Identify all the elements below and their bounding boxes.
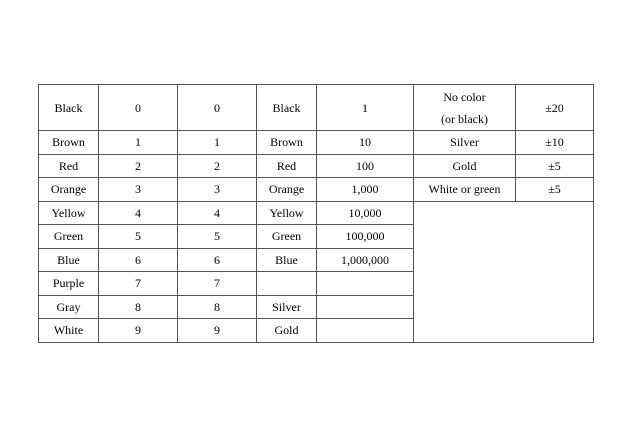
band1-color-cell: Green [39, 225, 99, 249]
digit1-cell: 4 [99, 201, 178, 225]
digit2-cell: 8 [178, 295, 257, 319]
digit1-cell: 3 [99, 178, 178, 202]
tolerance-color-line1: No color [443, 89, 486, 104]
multiplier-cell: 10 [317, 131, 414, 155]
digit1-cell: 6 [99, 248, 178, 272]
multiplier-color-cell: Orange [257, 178, 317, 202]
multiplier-cell [317, 319, 414, 343]
digit2-cell: 2 [178, 154, 257, 178]
resistor-color-code-table [38, 84, 594, 343]
digit2-cell: 1 [178, 131, 257, 155]
multiplier-color-cell: Yellow [257, 201, 317, 225]
multiplier-cell: 1,000 [317, 178, 414, 202]
band1-color-cell: Blue [39, 248, 99, 272]
digit1-cell: 0 [99, 85, 178, 131]
band1-color-cell: Gray [39, 295, 99, 319]
digit1-cell: 9 [99, 319, 178, 343]
multiplier-color-cell: Silver [257, 295, 317, 319]
table-row [39, 85, 594, 131]
tolerance-cell: ±5 [516, 178, 594, 202]
empty-block [414, 201, 594, 342]
tolerance-color-cell: Gold [414, 154, 516, 178]
band1-color-cell: Red [39, 154, 99, 178]
band1-color-cell: Purple [39, 272, 99, 296]
multiplier-color-cell: Red [257, 154, 317, 178]
tolerance-color-cell: Silver [414, 131, 516, 155]
multiplier-cell: 100,000 [317, 225, 414, 249]
tolerance-color-line2: (or black) [441, 111, 488, 126]
band1-color-cell: Orange [39, 178, 99, 202]
multiplier-cell [317, 295, 414, 319]
multiplier-cell: 100 [317, 154, 414, 178]
band1-color-cell: Black [39, 85, 99, 131]
multiplier-color-cell: Blue [257, 248, 317, 272]
digit2-cell: 4 [178, 201, 257, 225]
digit1-cell: 5 [99, 225, 178, 249]
multiplier-cell: 1 [317, 85, 414, 131]
tolerance-cell: ±10 [516, 131, 594, 155]
digit1-cell: 1 [99, 131, 178, 155]
digit1-cell: 8 [99, 295, 178, 319]
band1-color-cell: Brown [39, 131, 99, 155]
multiplier-color-cell [257, 272, 317, 296]
digit1-cell: 7 [99, 272, 178, 296]
tolerance-color-cell: White or green [414, 178, 516, 202]
digit2-cell: 3 [178, 178, 257, 202]
tolerance-cell: ±5 [516, 154, 594, 178]
band1-color-cell: White [39, 319, 99, 343]
multiplier-color-cell: Brown [257, 131, 317, 155]
digit2-cell: 6 [178, 248, 257, 272]
tolerance-cell: ±20 [516, 85, 594, 131]
multiplier-color-cell: Green [257, 225, 317, 249]
digit2-cell: 0 [178, 85, 257, 131]
digit2-cell: 7 [178, 272, 257, 296]
table-row [39, 201, 594, 225]
digit1-cell: 2 [99, 154, 178, 178]
band1-color-cell: Yellow [39, 201, 99, 225]
tolerance-color-cell [414, 85, 516, 131]
multiplier-cell [317, 272, 414, 296]
multiplier-cell: 10,000 [317, 201, 414, 225]
table-row [39, 131, 594, 155]
table-row [39, 154, 594, 178]
table-row [39, 178, 594, 202]
digit2-cell: 9 [178, 319, 257, 343]
digit2-cell: 5 [178, 225, 257, 249]
multiplier-color-cell: Gold [257, 319, 317, 343]
multiplier-cell: 1,000,000 [317, 248, 414, 272]
multiplier-color-cell: Black [257, 85, 317, 131]
